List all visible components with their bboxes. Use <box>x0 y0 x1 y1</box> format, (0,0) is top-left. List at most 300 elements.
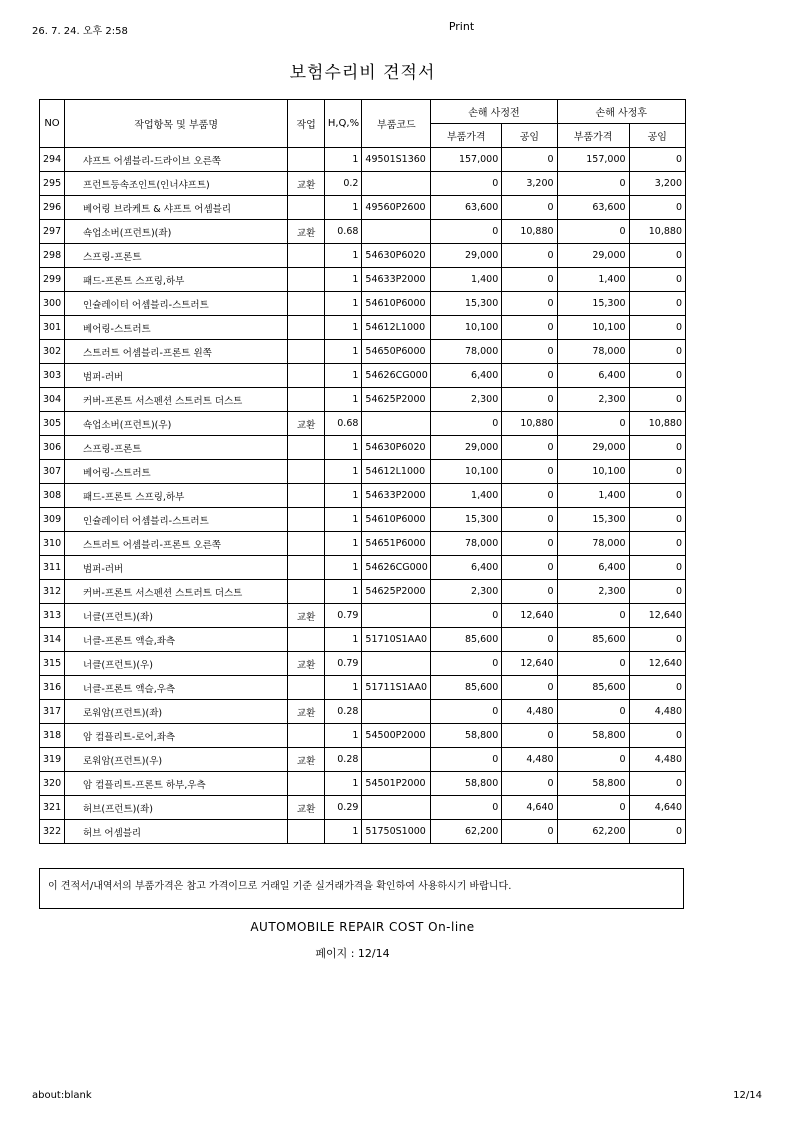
row-no: 305 <box>40 412 65 436</box>
row-before-price: 85,600 <box>431 628 502 652</box>
row-item-name: 허브(프런트)(좌) <box>65 796 288 820</box>
row-item-name: 로워암(프런트)(우) <box>65 748 288 772</box>
row-work <box>288 556 325 580</box>
row-item-name: 암 컴플리트-로어,좌측 <box>65 724 288 748</box>
row-no: 316 <box>40 676 65 700</box>
row-hq: 0.28 <box>324 700 362 724</box>
row-after-labor: 0 <box>629 388 685 412</box>
row-no: 309 <box>40 508 65 532</box>
row-work: 교환 <box>288 652 325 676</box>
row-before-labor: 0 <box>502 196 557 220</box>
table-row <box>40 316 686 340</box>
row-after-labor: 0 <box>629 244 685 268</box>
row-item-name: 쇽업소버(프런트)(우) <box>65 412 288 436</box>
row-no: 321 <box>40 796 65 820</box>
col-no: NO <box>40 100 65 148</box>
row-after-labor: 0 <box>629 340 685 364</box>
row-no: 295 <box>40 172 65 196</box>
notice-text: 이 견적서/내역서의 부품가격은 참고 가격이므로 거래일 기준 실거래가격을 확인하여 사용하시기 바랍니다. <box>48 881 512 892</box>
row-before-labor: 4,480 <box>502 700 557 724</box>
row-part-code: 54651P6000 <box>362 532 431 556</box>
row-no: 322 <box>40 820 65 844</box>
row-work <box>288 628 325 652</box>
row-before-price: 0 <box>431 700 502 724</box>
col-item: 작업항목 및 부품명 <box>65 100 288 148</box>
row-after-price: 85,600 <box>557 676 629 700</box>
row-item-name: 베어링-스트러트 <box>65 460 288 484</box>
document-title: 보험수리비 견적서 <box>289 63 436 83</box>
row-before-price: 0 <box>431 172 502 196</box>
row-after-labor: 0 <box>629 508 685 532</box>
row-hq: 1 <box>324 508 362 532</box>
row-before-labor: 4,480 <box>502 748 557 772</box>
row-item-name: 허브 어셈블리 <box>65 820 288 844</box>
table-row <box>40 724 686 748</box>
row-before-labor: 0 <box>502 484 557 508</box>
row-item-name: 베어링 브라케트 & 샤프트 어셈블리 <box>65 196 288 220</box>
row-hq: 1 <box>324 556 362 580</box>
row-item-name: 스프링-프론트 <box>65 436 288 460</box>
row-after-labor: 0 <box>629 196 685 220</box>
row-before-labor: 0 <box>502 148 557 172</box>
row-before-labor: 0 <box>502 556 557 580</box>
row-before-labor: 0 <box>502 580 557 604</box>
row-no: 314 <box>40 628 65 652</box>
row-part-code <box>362 412 431 436</box>
row-after-price: 85,600 <box>557 628 629 652</box>
row-after-labor: 0 <box>629 820 685 844</box>
row-part-code: 54630P6020 <box>362 244 431 268</box>
row-before-price: 1,400 <box>431 484 502 508</box>
table-row <box>40 628 686 652</box>
row-after-labor: 0 <box>629 724 685 748</box>
row-after-price: 6,400 <box>557 364 629 388</box>
table-row <box>40 172 686 196</box>
row-no: 306 <box>40 436 65 460</box>
row-item-name: 쇽업소버(프런트)(좌) <box>65 220 288 244</box>
print-url: about:blank <box>32 1090 92 1101</box>
table-header <box>40 100 686 148</box>
col-after-group: 손해 사정후 <box>557 100 685 124</box>
row-before-price: 0 <box>431 652 502 676</box>
row-after-labor: 0 <box>629 460 685 484</box>
row-after-price: 58,800 <box>557 772 629 796</box>
row-after-price: 0 <box>557 172 629 196</box>
col-before-price: 부품가격 <box>431 124 502 148</box>
table-row <box>40 388 686 412</box>
row-after-labor: 0 <box>629 268 685 292</box>
row-work <box>288 268 325 292</box>
row-work <box>288 532 325 556</box>
row-no: 294 <box>40 148 65 172</box>
row-before-labor: 10,880 <box>502 412 557 436</box>
row-item-name: 스트러트 어셈블리-프론트 오른쪽 <box>65 532 288 556</box>
row-after-labor: 12,640 <box>629 604 685 628</box>
row-part-code: 54630P6020 <box>362 436 431 460</box>
row-part-code: 54610P6000 <box>362 292 431 316</box>
row-hq: 0.28 <box>324 748 362 772</box>
row-before-price: 15,300 <box>431 508 502 532</box>
row-no: 319 <box>40 748 65 772</box>
row-after-price: 29,000 <box>557 436 629 460</box>
row-work <box>288 148 325 172</box>
row-after-labor: 0 <box>629 772 685 796</box>
table-row <box>40 820 686 844</box>
row-item-name: 패드-프론트 스프링,하부 <box>65 484 288 508</box>
row-after-labor: 0 <box>629 484 685 508</box>
row-part-code: 54633P2000 <box>362 268 431 292</box>
table-row <box>40 436 686 460</box>
row-work: 교환 <box>288 748 325 772</box>
row-before-labor: 0 <box>502 388 557 412</box>
print-datetime: 26. 7. 24. 오후 2:58 <box>32 26 128 37</box>
row-before-price: 58,800 <box>431 772 502 796</box>
row-no: 312 <box>40 580 65 604</box>
row-before-price: 157,000 <box>431 148 502 172</box>
row-no: 318 <box>40 724 65 748</box>
row-no: 298 <box>40 244 65 268</box>
row-before-price: 10,100 <box>431 316 502 340</box>
row-hq: 1 <box>324 820 362 844</box>
footer-page: 페이지 : 12/14 <box>315 947 390 960</box>
row-after-price: 15,300 <box>557 508 629 532</box>
row-before-price: 6,400 <box>431 364 502 388</box>
row-item-name: 패드-프론트 스프링,하부 <box>65 268 288 292</box>
table-row <box>40 460 686 484</box>
row-work <box>288 364 325 388</box>
table-row <box>40 796 686 820</box>
row-part-code: 54612L1000 <box>362 316 431 340</box>
row-after-price: 6,400 <box>557 556 629 580</box>
table-row <box>40 340 686 364</box>
row-work <box>288 292 325 316</box>
row-after-labor: 0 <box>629 676 685 700</box>
row-item-name: 너클-프론트 액슬,우측 <box>65 676 288 700</box>
row-before-labor: 0 <box>502 268 557 292</box>
row-before-price: 0 <box>431 604 502 628</box>
row-no: 315 <box>40 652 65 676</box>
row-work <box>288 316 325 340</box>
table-row <box>40 364 686 388</box>
row-before-labor: 0 <box>502 460 557 484</box>
row-before-price: 0 <box>431 220 502 244</box>
row-hq: 0.79 <box>324 604 362 628</box>
row-before-labor: 0 <box>502 532 557 556</box>
row-after-price: 10,100 <box>557 460 629 484</box>
row-no: 308 <box>40 484 65 508</box>
row-work: 교환 <box>288 412 325 436</box>
row-part-code: 54500P2000 <box>362 724 431 748</box>
row-after-price: 0 <box>557 220 629 244</box>
row-before-labor: 12,640 <box>502 604 557 628</box>
row-work: 교환 <box>288 220 325 244</box>
row-before-labor: 4,640 <box>502 796 557 820</box>
table-row <box>40 580 686 604</box>
row-part-code: 54650P6000 <box>362 340 431 364</box>
row-hq: 1 <box>324 532 362 556</box>
row-work <box>288 724 325 748</box>
row-after-labor: 0 <box>629 436 685 460</box>
row-before-price: 0 <box>431 796 502 820</box>
row-part-code: 49560P2600 <box>362 196 431 220</box>
row-work <box>288 196 325 220</box>
col-after-price: 부품가격 <box>557 124 629 148</box>
row-before-labor: 0 <box>502 292 557 316</box>
table-row <box>40 676 686 700</box>
row-work <box>288 460 325 484</box>
row-item-name: 너클(프런트)(좌) <box>65 604 288 628</box>
row-work: 교환 <box>288 700 325 724</box>
table-row <box>40 268 686 292</box>
row-hq: 1 <box>324 676 362 700</box>
estimate-table <box>39 99 686 844</box>
row-hq: 1 <box>324 340 362 364</box>
table-row <box>40 196 686 220</box>
row-before-labor: 0 <box>502 340 557 364</box>
row-work: 교환 <box>288 172 325 196</box>
row-after-price: 0 <box>557 796 629 820</box>
row-part-code <box>362 748 431 772</box>
col-before-labor: 공임 <box>502 124 557 148</box>
row-part-code <box>362 652 431 676</box>
row-after-labor: 0 <box>629 292 685 316</box>
row-after-labor: 10,880 <box>629 412 685 436</box>
table-row <box>40 556 686 580</box>
row-before-price: 2,300 <box>431 388 502 412</box>
row-item-name: 너클-프론트 액슬,좌측 <box>65 628 288 652</box>
row-after-labor: 0 <box>629 532 685 556</box>
row-after-price: 78,000 <box>557 532 629 556</box>
row-part-code: 54501P2000 <box>362 772 431 796</box>
row-part-code: 54625P2000 <box>362 388 431 412</box>
row-work <box>288 244 325 268</box>
col-before-group: 손해 사정전 <box>431 100 557 124</box>
row-hq: 1 <box>324 244 362 268</box>
table-row <box>40 700 686 724</box>
row-part-code: 54625P2000 <box>362 580 431 604</box>
row-hq: 1 <box>324 364 362 388</box>
row-after-price: 58,800 <box>557 724 629 748</box>
row-after-price: 0 <box>557 748 629 772</box>
row-after-labor: 10,880 <box>629 220 685 244</box>
row-before-price: 29,000 <box>431 244 502 268</box>
row-item-name: 샤프트 어셈블리-드라이브 오른쪽 <box>65 148 288 172</box>
row-before-labor: 0 <box>502 628 557 652</box>
table-row <box>40 292 686 316</box>
row-after-price: 29,000 <box>557 244 629 268</box>
row-after-price: 15,300 <box>557 292 629 316</box>
row-before-price: 2,300 <box>431 580 502 604</box>
table-row <box>40 772 686 796</box>
row-before-price: 78,000 <box>431 340 502 364</box>
row-before-labor: 0 <box>502 724 557 748</box>
row-before-price: 63,600 <box>431 196 502 220</box>
row-before-labor: 3,200 <box>502 172 557 196</box>
row-after-labor: 0 <box>629 316 685 340</box>
row-after-labor: 0 <box>629 364 685 388</box>
row-hq: 0.68 <box>324 220 362 244</box>
table-row <box>40 748 686 772</box>
row-before-price: 85,600 <box>431 676 502 700</box>
row-no: 296 <box>40 196 65 220</box>
row-before-labor: 10,880 <box>502 220 557 244</box>
row-hq: 1 <box>324 724 362 748</box>
table-row <box>40 532 686 556</box>
row-before-labor: 0 <box>502 772 557 796</box>
row-hq: 1 <box>324 484 362 508</box>
row-item-name: 범퍼-러버 <box>65 556 288 580</box>
row-before-labor: 0 <box>502 820 557 844</box>
row-hq: 1 <box>324 148 362 172</box>
row-after-price: 1,400 <box>557 484 629 508</box>
row-item-name: 베어링-스트러트 <box>65 316 288 340</box>
row-hq: 0.2 <box>324 172 362 196</box>
row-before-labor: 12,640 <box>502 652 557 676</box>
row-item-name: 스프링-프론트 <box>65 244 288 268</box>
table-row <box>40 412 686 436</box>
row-work <box>288 388 325 412</box>
row-after-price: 2,300 <box>557 580 629 604</box>
col-after-labor: 공임 <box>629 124 685 148</box>
print-page: 12/14 <box>733 1090 762 1101</box>
row-part-code: 54612L1000 <box>362 460 431 484</box>
row-after-labor: 4,480 <box>629 748 685 772</box>
row-item-name: 너클(프런트)(우) <box>65 652 288 676</box>
row-before-labor: 0 <box>502 244 557 268</box>
row-hq: 1 <box>324 292 362 316</box>
table-row <box>40 148 686 172</box>
row-before-labor: 0 <box>502 436 557 460</box>
row-after-price: 78,000 <box>557 340 629 364</box>
row-no: 317 <box>40 700 65 724</box>
row-item-name: 인슐레이터 어셈블리-스트러트 <box>65 508 288 532</box>
row-no: 311 <box>40 556 65 580</box>
row-hq: 1 <box>324 628 362 652</box>
row-after-labor: 0 <box>629 628 685 652</box>
row-before-price: 62,200 <box>431 820 502 844</box>
row-no: 307 <box>40 460 65 484</box>
row-work <box>288 580 325 604</box>
row-work <box>288 676 325 700</box>
row-hq: 0.29 <box>324 796 362 820</box>
row-part-code: 54626CG000 <box>362 364 431 388</box>
row-part-code <box>362 172 431 196</box>
row-after-price: 0 <box>557 700 629 724</box>
row-after-price: 0 <box>557 652 629 676</box>
row-work <box>288 436 325 460</box>
row-after-price: 157,000 <box>557 148 629 172</box>
row-item-name: 커버-프론트 서스펜션 스트러트 더스트 <box>65 580 288 604</box>
row-work <box>288 820 325 844</box>
row-no: 302 <box>40 340 65 364</box>
col-work: 작업 <box>288 100 325 148</box>
row-after-labor: 0 <box>629 148 685 172</box>
row-no: 304 <box>40 388 65 412</box>
row-no: 300 <box>40 292 65 316</box>
row-part-code: 49501S1360 <box>362 148 431 172</box>
row-after-labor: 0 <box>629 556 685 580</box>
row-no: 310 <box>40 532 65 556</box>
row-before-price: 10,100 <box>431 460 502 484</box>
row-part-code: 54610P6000 <box>362 508 431 532</box>
row-hq: 1 <box>324 772 362 796</box>
row-work <box>288 484 325 508</box>
row-after-labor: 0 <box>629 580 685 604</box>
table-row <box>40 604 686 628</box>
col-code: 부품코드 <box>362 100 431 148</box>
row-item-name: 범퍼-러버 <box>65 364 288 388</box>
row-after-price: 10,100 <box>557 316 629 340</box>
row-part-code: 51710S1AA0 <box>362 628 431 652</box>
row-part-code: 54626CG000 <box>362 556 431 580</box>
row-work <box>288 772 325 796</box>
row-after-price: 63,600 <box>557 196 629 220</box>
row-after-labor: 3,200 <box>629 172 685 196</box>
row-part-code <box>362 700 431 724</box>
row-part-code <box>362 796 431 820</box>
row-after-labor: 4,640 <box>629 796 685 820</box>
row-after-labor: 12,640 <box>629 652 685 676</box>
table-body <box>40 148 686 844</box>
row-part-code: 54633P2000 <box>362 484 431 508</box>
row-item-name: 커버-프론트 서스펜션 스트러트 더스트 <box>65 388 288 412</box>
row-after-price: 0 <box>557 604 629 628</box>
col-hq: H,Q,% <box>324 100 362 148</box>
row-work: 교환 <box>288 796 325 820</box>
row-hq: 0.79 <box>324 652 362 676</box>
row-after-price: 62,200 <box>557 820 629 844</box>
row-item-name: 로워암(프런트)(좌) <box>65 700 288 724</box>
row-after-price: 2,300 <box>557 388 629 412</box>
row-item-name: 스트러트 어셈블리-프론트 왼쪽 <box>65 340 288 364</box>
row-item-name: 암 컴플리트-프론트 하부,우측 <box>65 772 288 796</box>
row-work <box>288 508 325 532</box>
row-part-code <box>362 604 431 628</box>
row-before-price: 6,400 <box>431 556 502 580</box>
row-no: 299 <box>40 268 65 292</box>
row-hq: 1 <box>324 580 362 604</box>
row-hq: 1 <box>324 268 362 292</box>
row-work: 교환 <box>288 604 325 628</box>
row-before-price: 15,300 <box>431 292 502 316</box>
row-part-code: 51750S1000 <box>362 820 431 844</box>
row-hq: 1 <box>324 436 362 460</box>
row-before-price: 0 <box>431 412 502 436</box>
row-before-labor: 0 <box>502 676 557 700</box>
row-hq: 1 <box>324 388 362 412</box>
row-no: 320 <box>40 772 65 796</box>
row-no: 297 <box>40 220 65 244</box>
print-title: Print <box>448 20 475 33</box>
table-row <box>40 652 686 676</box>
row-part-code: 51711S1AA0 <box>362 676 431 700</box>
row-item-name: 인슐레이터 어셈블리-스트러트 <box>65 292 288 316</box>
row-before-labor: 0 <box>502 316 557 340</box>
row-before-labor: 0 <box>502 364 557 388</box>
row-no: 303 <box>40 364 65 388</box>
footer-brand: AUTOMOBILE REPAIR COST On-line <box>250 920 475 934</box>
table-row <box>40 244 686 268</box>
row-before-price: 78,000 <box>431 532 502 556</box>
row-hq: 1 <box>324 316 362 340</box>
table-row <box>40 484 686 508</box>
row-hq: 0.68 <box>324 412 362 436</box>
row-after-price: 0 <box>557 412 629 436</box>
row-after-price: 1,400 <box>557 268 629 292</box>
row-before-labor: 0 <box>502 508 557 532</box>
row-hq: 1 <box>324 196 362 220</box>
row-before-price: 58,800 <box>431 724 502 748</box>
